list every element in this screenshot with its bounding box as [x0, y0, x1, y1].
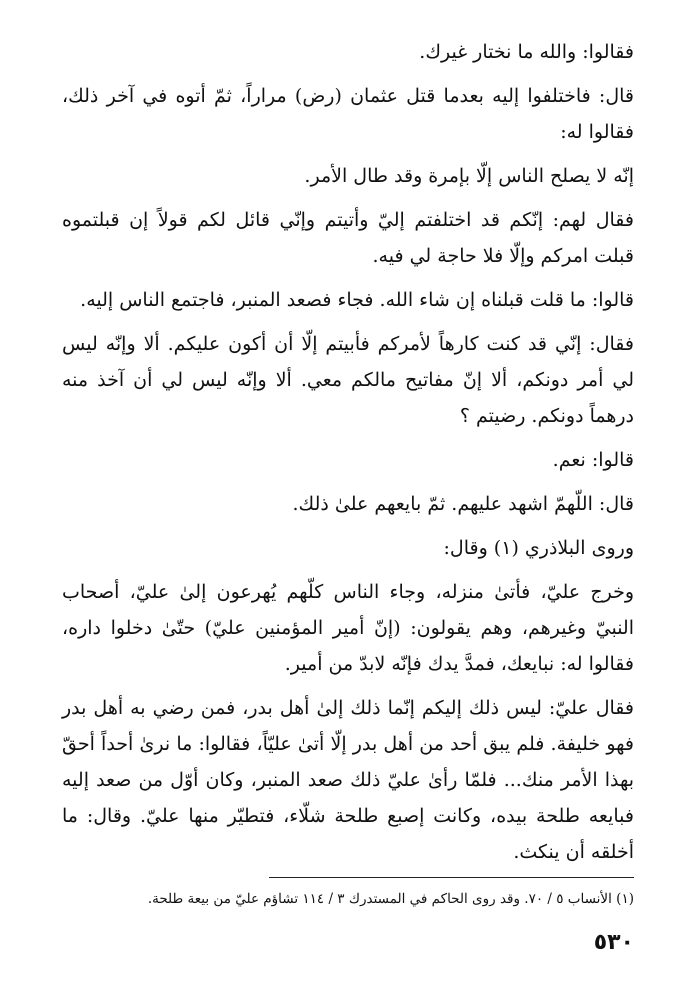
paragraph: وروى البلاذري (١) وقال:: [443, 537, 634, 559]
paragraph: قال: اللّهمّ اشهد عليهم. ثمّ بايعهم علىٰ ذلك.: [292, 493, 634, 515]
paragraph: فقال عليّ: ليس ذلك إليكم إنّما ذلك إلىٰ أهل بدر، فمن رضي به أهل بدر فهو خليفة. فلم يبق أحد من أهل بدر إلّا أتىٰ عليّاً، فقالوا: ما نرىٰ أحداً أحقّ بهذا الأمر منك... فلمّا رأىٰ عليّ ذلك صعد المنبر، وكان أوّل من صعد إليه فبايعه طلحة بيده، وكانت إصبع طلحة شلّاء، فتطيّر منها عليّ. وقال: ما أخلقه أن ينكث.: [62, 697, 634, 863]
paragraph: فقالوا: والله ما نختار غيرك.: [419, 41, 634, 63]
paragraph: قالوا: ما قلت قبلناه إن شاء الله. فجاء فصعد المنبر، فاجتمع الناس إليه.: [80, 289, 634, 311]
paragraph: قال: فاختلفوا إليه بعدما قتل عثمان (رض) مراراً، ثمّ أتوه في آخر ذلك، فقالوا له:: [62, 85, 634, 143]
paragraph: فقال: إنّي قد كنت كارهاً لأمركم فأبيتم إلّا أن أكون عليكم. ألا وإنّه ليس لي أمر دونكم، ألا إنّ مفاتيح مالكم معي. ألا وإنّه ليس لي أن آخذ منه درهماً دونكم. رضيتم ؟: [62, 333, 634, 427]
paragraph: قالوا: نعم.: [552, 449, 634, 471]
footnote: (١) الأنساب ٥ / ٧٠. وقد روى الحاكم في المستدرك ٣ / ١١٤ تشاؤم عليّ من بيعة طلحة.: [147, 891, 634, 907]
paragraph: وخرج عليّ، فأتىٰ منزله، وجاء الناس كلّهم يُهرعون إلىٰ عليّ، أصحاب النبيّ وغيرهم، وهم يقولون: (إنّ أمير المؤمنين عليّ) حتّىٰ دخلوا داره، فقالوا له: نبايعك، فمدَّ يدك فإنّه لابدّ من أمير.: [62, 581, 634, 675]
paragraph: إنّه لا يصلح الناس إلّا بإمرة وقد طال الأمر.: [304, 165, 634, 187]
paragraph: فقال لهم: إنّكم قد اختلفتم إليّ وأتيتم وإنّي قائل لكم قولاً إن قبلتموه قبلت امركم وإلّا فلا حاجة لي فيه.: [62, 209, 634, 267]
footnote-divider: [269, 877, 634, 878]
page-number: ٥٣٠: [593, 930, 634, 955]
main-text: [62, 34, 634, 878]
